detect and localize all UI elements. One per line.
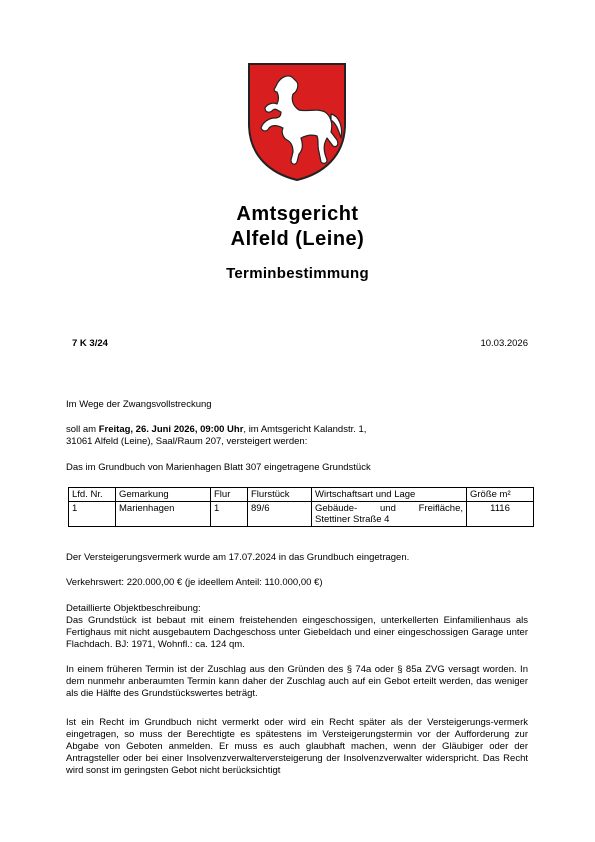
rechte-text: Ist ein Recht im Grundbuch nicht vermerkt oder wird ein Recht später als der Versteigerungs-vermerk eingetragen, so muss der Berechtigte es spätestens im Versteigerungstermin vor der Aufforderung zur Abgabe von Geboten anmelden. Er muss es auch glaubhaft machen, wenn der Gläubiger oder der Antragsteller oder bei einer Insolvenzverwalterversteigerung der Insolvenzverwalter widerspricht. Das Recht wird sonst im geringsten Gebot nicht berücksichtigt	[66, 717, 528, 776]
cell-lfd: 1	[69, 502, 116, 527]
table-header-flur: Flur	[211, 488, 248, 502]
table-header-row	[69, 488, 534, 502]
termin-text	[66, 424, 528, 448]
verkehrswert-text: Verkehrswert: 220.000,00 € (je ideellem Anteil: 110.000,00 €)	[66, 577, 323, 588]
property-table	[68, 487, 534, 527]
table-header-flurstueck: Flurstück	[248, 488, 312, 502]
objekt-heading: Detaillierte Objektbeschreibung:	[66, 603, 201, 614]
cell-lage-line1: Gebäude- und Freifläche,	[315, 503, 463, 514]
zuschlag-text: In einem früheren Termin ist der Zuschlag aus den Gründen des § 74a oder § 85a ZVG versagt worden. In dem nunmehr anberaumten Termin kann daher der Zuschlag auch auf ein Gebot erteilt werden, das weniger als die Hälfte des Grundstückswertes beträgt.	[66, 664, 528, 699]
table-header-lage: Wirtschaftsart und Lage	[312, 488, 467, 502]
termin-date: Freitag, 26. Juni 2026, 09:00 Uhr	[98, 424, 244, 435]
document-title: Terminbestimmung	[226, 265, 369, 282]
document-date: 10.03.2026	[480, 338, 528, 349]
termin-line1	[66, 424, 528, 436]
aktenzeichen: 7 K 3/24	[72, 338, 108, 349]
vermerk-text: Der Versteigerungsvermerk wurde am 17.07.2024 in das Grundbuch eingetragen.	[66, 552, 410, 563]
table-header-groesse: Größe m²	[467, 488, 534, 502]
intro-text: Im Wege der Zwangsvollstreckung	[66, 399, 212, 410]
objekt-text: Das Grundstück ist bebaut mit einem freistehenden eingeschossigen, unterkellerten Einfamilienhaus als Fertighaus mit nicht ausgebautem Dachgeschoss unter Giebeldach und einer eingeschossigen Garage unter Flachdach. BJ: 1971, Wohnfl.: ca. 124 qm.	[66, 615, 528, 650]
termin-line2: 31061 Alfeld (Leine), Saal/Raum 207, versteigert werden:	[66, 436, 308, 447]
cell-flurstueck: 89/6	[248, 502, 312, 527]
coat-of-arms-icon	[247, 62, 347, 182]
grundbuch-intro: Das im Grundbuch von Marienhagen Blatt 307 eingetragene Grundstück	[66, 462, 371, 473]
termin-prefix: soll am	[66, 424, 99, 435]
cell-lage	[312, 502, 467, 527]
table-row	[69, 502, 534, 527]
cell-groesse: 1116	[467, 502, 534, 527]
objekt-beschreibung	[66, 603, 528, 651]
cell-lage-line2: Stettiner Straße 4	[315, 514, 390, 525]
cell-gemarkung: Marienhagen	[116, 502, 211, 527]
table-header-gemarkung: Gemarkung	[116, 488, 211, 502]
termin-location: , im Amtsgericht Kalandstr. 1,	[243, 424, 367, 435]
table-header-lfd: Lfd. Nr.	[69, 488, 116, 502]
cell-flur: 1	[211, 502, 248, 527]
court-name-line2: Alfeld (Leine)	[230, 228, 365, 250]
court-name-line1: Amtsgericht	[236, 203, 359, 225]
